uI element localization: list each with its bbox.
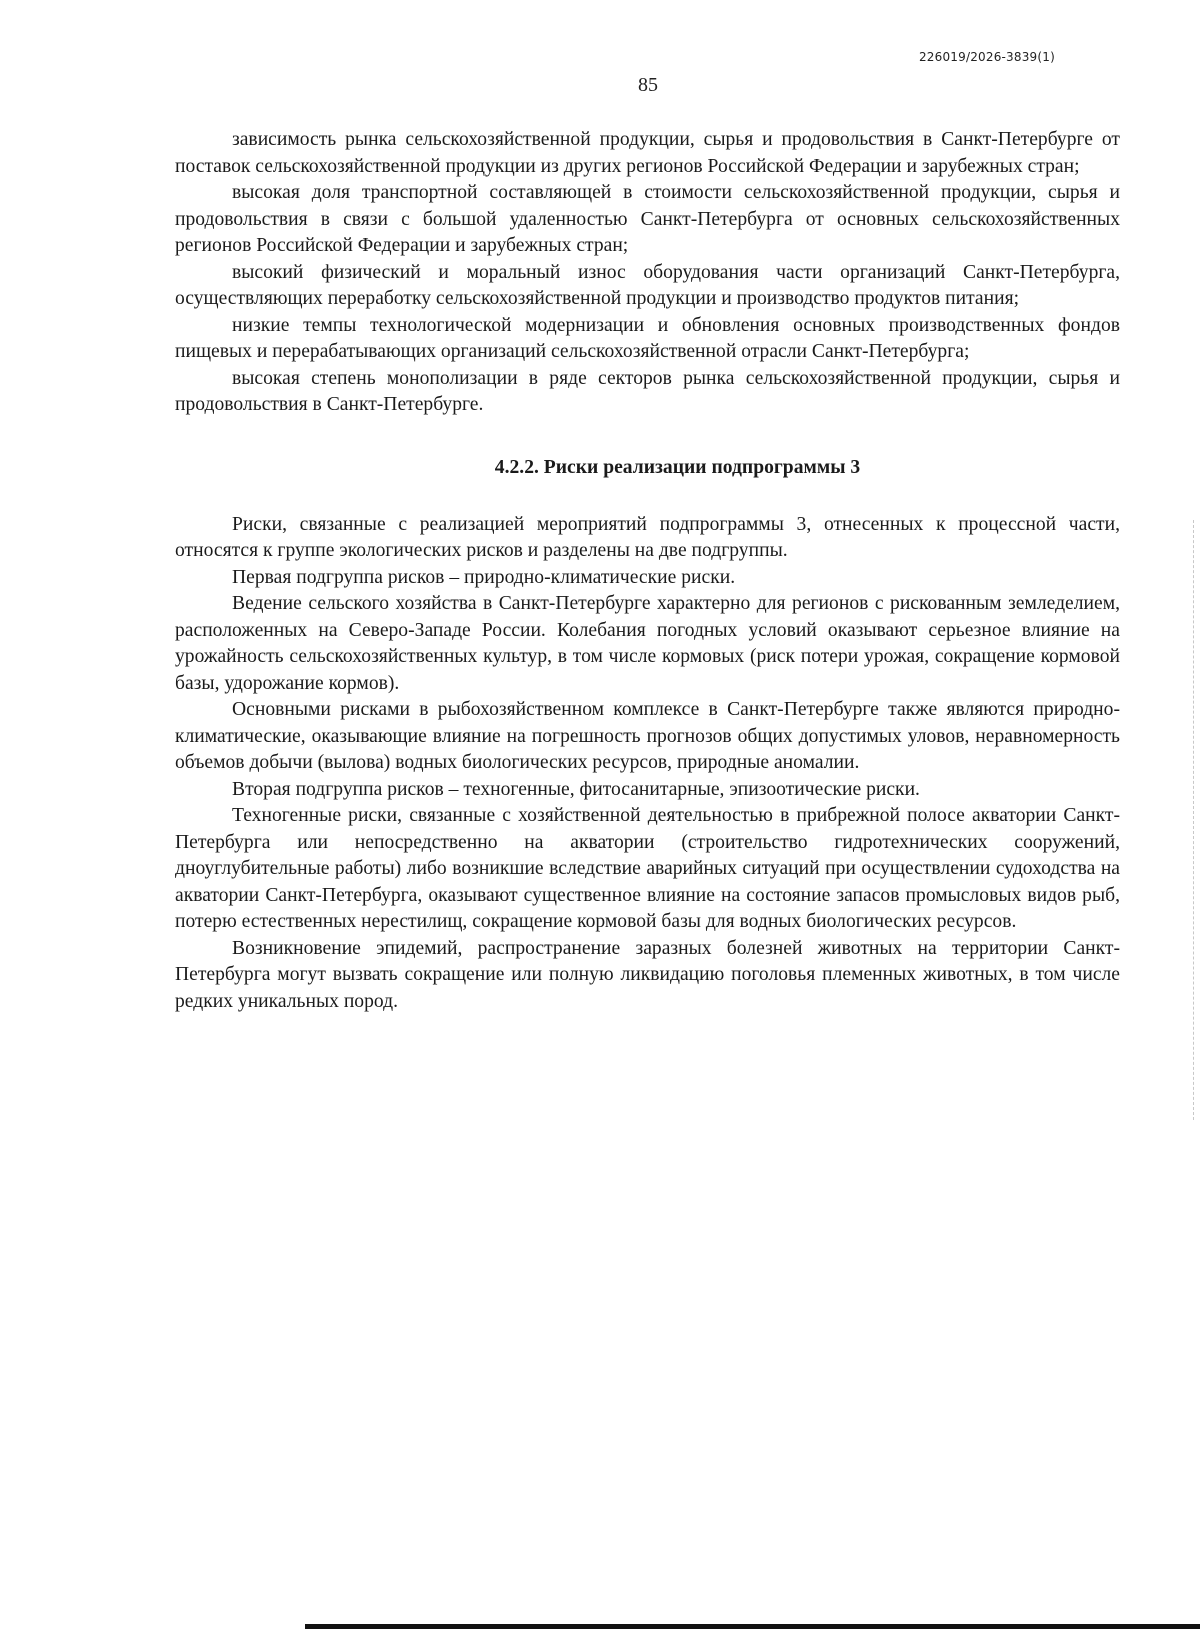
paragraph: Первая подгруппа рисков – природно-климатические риски.: [232, 566, 736, 588]
paragraph: Риски, связанные с реализацией мероприятий подпрограммы 3, отнесенных к процессной части, относятся к группе экологических рисков и разделены на две подгруппы.: [175, 513, 1120, 561]
scan-bottom-edge: [305, 1624, 1200, 1629]
page-number: 85: [638, 74, 658, 96]
paragraph: Вторая подгруппа рисков – техногенные, фитосанитарные, эпизоотические риски.: [232, 778, 920, 800]
document-id: 226019/2026-3839(1): [918, 50, 1055, 64]
paragraph: Ведение сельского хозяйства в Санкт-Петербурге характерно для регионов с рискованным земледелием, расположенных на Северо-Западе России. Колебания погодных условий оказывают серьезное влияние на урожайность сельскохозяйственных культур, в том числе кормовых (риск потери урожая, сокращение кормовой базы, удорожание кормов).: [175, 593, 1120, 694]
scan-edge-marks: [1190, 520, 1194, 1120]
paragraph: высокий физический и моральный износ оборудования части организаций Санкт-Петербурга, осуществляющих переработку сельскохозяйственной продукции и производство продуктов питания;: [175, 261, 1120, 309]
paragraph: высокая степень монополизации в ряде секторов рынка сельскохозяйственной продукции, сырья и продовольствия в Санкт-Петербурге.: [175, 367, 1120, 415]
paragraph: Основными рисками в рыбохозяйственном комплексе в Санкт-Петербурге также являются природно-климатические, оказывающие влияние на погрешность прогнозов общих допустимых уловов, неравномерность объемов добычи (вылова) водных биологических ресурсов, природные аномалии.: [175, 699, 1120, 773]
paragraph: низкие темпы технологической модернизации и обновления основных производственных фондов пищевых и перерабатывающих организаций сельскохозяйственной отрасли Санкт-Петербурга;: [175, 314, 1120, 362]
paragraph: Возникновение эпидемий, распространение заразных болезней животных на территории Санкт-Петербурга могут вызвать сокращение или полную ликвидацию поголовья племенных животных, в том числе редких уникальных пород.: [175, 937, 1120, 1012]
paragraph: высокая доля транспортной составляющей в стоимости сельскохозяйственной продукции, сырья и продовольствия в связи с большой удаленностью Санкт-Петербурга от основных сельскохозяйственных регионов Российской Федерации и зарубежных стран;: [175, 182, 1120, 256]
paragraph: зависимость рынка сельскохозяйственной продукции, сырья и продовольствия в Санкт-Петербурге от поставок сельскохозяйственной продукции из других регионов Российской Федерации и зарубежных стран;: [175, 129, 1120, 177]
paragraph: Техногенные риски, связанные с хозяйственной деятельностью в прибрежной полосе акватории Санкт-Петербурга или непосредственно на акватории (строительство гидротехнических сооружений, дноуглубительные работы) либо возникшие вследствие аварийных ситуаций при осуществлении судоходства на акватории Санкт-Петербурга, оказывают существенное влияние на состояние запасов промысловых видов рыб, потерю естественных нерестилищ, сокращение кормовой базы для водных биологических ресурсов.: [175, 805, 1120, 932]
document-body: [175, 127, 1120, 1015]
section-heading: 4.2.2. Риски реализации подпрограммы 3: [494, 456, 861, 478]
